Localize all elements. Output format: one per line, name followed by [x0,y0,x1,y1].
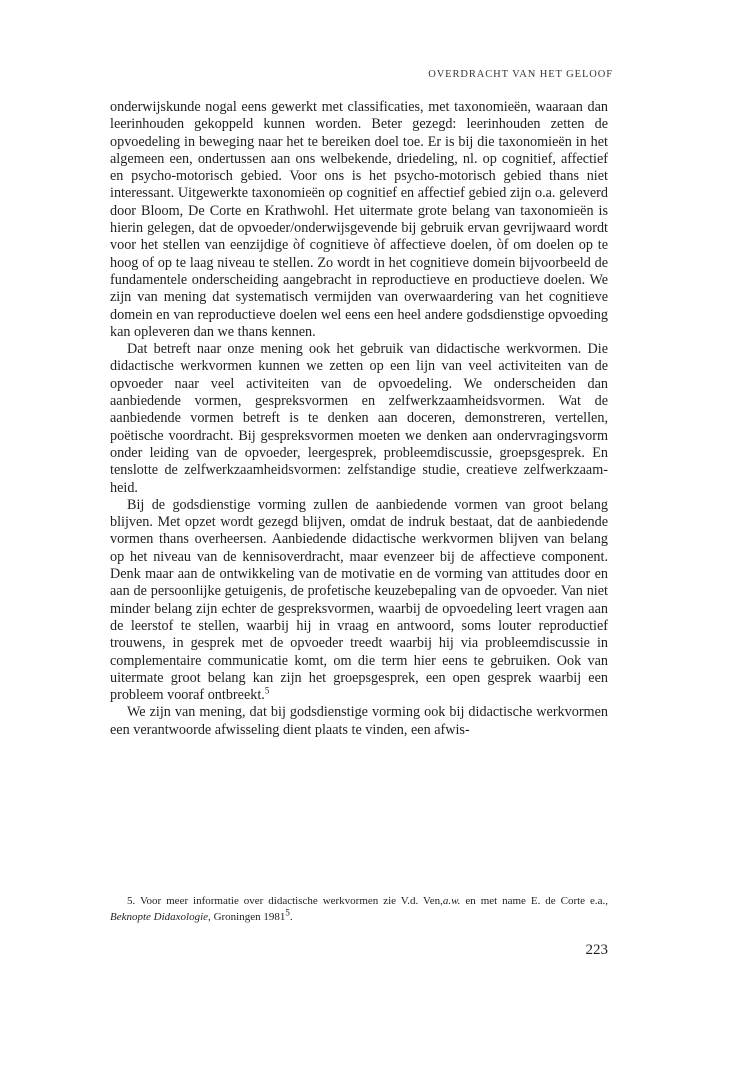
paragraph-4: We zijn van mening, dat bij godsdienstige vorming ook bij didactische werkvormen een verantwoorde afwisseling dient plaats te vinden, een afwis- [110,704,608,738]
running-header: OVERDRACHT VAN HET GELOOF [428,69,613,80]
footnote-text-before: Voor meer informatie over didactische werkvormen zie V.d. Ven, [140,895,443,907]
paragraph-1: onderwijskunde nogal eens gewerkt met classificaties, met taxonomieën, waaraan dan leerinhouden gekoppeld kunnen worden. Beter gezegd: leerinhouden zetten de opvoedeling in beweging naar het te bereiken doel toe. Er is bij die taxonomieën in het algemeen een, ondertussen aan ons welbekende, driedeling, nl. op cognitief, affectief en psycho-motorisch gebied. Voor ons is het psycho-motorisch gebied thans niet interessant. Uitgewerkte taxonomieën op cognitief en affectief gebied zijn o.a. geleverd door Bloom, De Corte en Krathwohl. Het uitermate grote belang van taxonomieën is hierin gelegen, dat de opvoeder/onderwijsgevende bij gebruik ervan gevrijwaard wordt voor het stellen van eenzijdige òf cognitieve òf affectieve doelen, òf om doelen op te hoog of op te laag niveau te stellen. Zo wordt in het cognitieve domein bijvoorbeeld de fundamentele onderscheiding aangebracht in reproductieve en productieve doelen. We zijn van mening dat systematisch vermijden van overwaardering van het cognitieve domein en van reproductieve doelen wel eens een heel andere godsdienstige opvoeding kan opleveren dan we thans kennen. [110,99,608,340]
paragraph-2: Dat betreft naar onze mening ook het gebruik van didactische werkvormen. Die didactische werkvormen kunnen we zetten op een lijn van veel activiteiten van de opvoeder naar veel activiteiten van de opvoedeling. We onderscheiden dan aanbiedende vormen, gespreksvormen en zelfwerkzaamheidsvormen. Wat de aanbiedende vormen betreft is te denken aan doceren, demonstreren, vertellen, poëtische voordracht. Bij gespreksvormen moeten we denken aan ondervragingsvorm onder leiding van de opvoeder, leergesprek, probleemdiscussie, groepsgesprek. En tenslotte de zelfwerkzaamheidsvormen: zelfstandige studie, creatieve zelfwerkzaamheid. [110,341,608,496]
page-number: 223 [585,942,608,958]
footnote-text-after: Groningen 1981 [213,911,286,923]
body-text [110,99,608,739]
paragraph-3-text: Bij de godsdienstige vorming zullen de aanbiedende vormen van groot belang blijven. Met opzet wordt gezegd blijven, omdat de indruk bestaat, dat de aanbiedende vormen thans overheersen. Aanbiedende didactische werkvormen blijven van belang op het niveau van de kennisoverdracht, maar evenzeer bij de affectieve component. Denk maar aan de ontwikkeling van de motivatie en de vorming van attitudes door en aan de persoonlijke getuigenis, de profetische keuzebepaling van de opvoeder. Van niet minder belang zijn echter de gespreksvormen, waarbij de opvoedeling leert vragen aan de leerstof te stellen, waarbij hij in vraag en antwoord, soms louter reproductief trouwens, in gesprek met de opvoeder treedt waarbij hij via probleemdiscussie in complementaire communicatie komt, om die term hier eens te gebruiken. Ook van uitermate groot belang kan zijn het groepsgesprek, een open gesprek waarbij een probleem vooraf ontbreekt. [110,496,608,704]
footnote [110,893,608,925]
footnote-edition: 5 [285,907,290,918]
footnote-end: . [289,911,293,923]
footnote-abbrev: a.w. [442,895,461,907]
footnote-reference: 5 [264,685,270,696]
paragraph-3 [110,497,608,705]
footnote-book-title: Beknopte Didaxologie, [110,911,211,923]
footnote-text-middle: en met name E. de Corte e.a., [465,895,608,907]
footnote-number: 5. [127,895,136,907]
